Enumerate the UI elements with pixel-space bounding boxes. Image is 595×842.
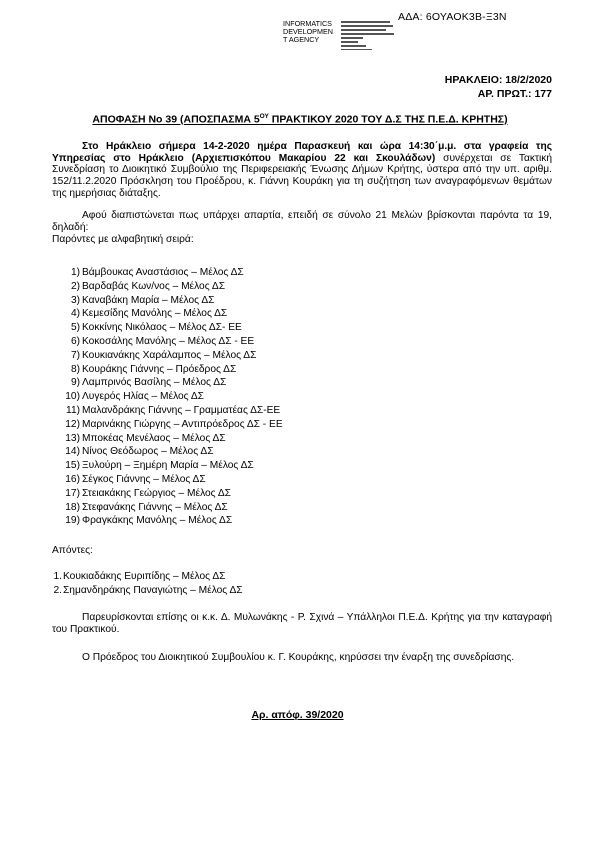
present-label: Παρόντες με αλφαβητική σειρά: — [52, 234, 194, 245]
item-number: 9) — [70, 377, 80, 389]
chair-paragraph: Ο Πρόεδρος του Διοικητικού Συμβουλίου κ. Γ. Κουράκης, κηρύσσει την έναρξη της συνεδρίασης. — [82, 652, 515, 663]
item-text: Λαμπρινός Βασίλης – Μέλος ΔΣ — [82, 377, 227, 389]
logo-line: T AGENCY — [283, 35, 320, 45]
list-item — [52, 459, 283, 473]
item-number: 1) — [70, 267, 80, 278]
item-text: Βαρδαβάς Κων/νος – Μέλος ΔΣ — [82, 280, 225, 292]
item-number: 10) — [65, 391, 80, 403]
item-text: Στεφανάκης Γιάννης – Μέλος ΔΣ — [82, 501, 228, 513]
item-text: Λυγερός Ηλίας – Μέλος ΔΣ — [82, 391, 204, 403]
list-item — [52, 294, 283, 308]
decision-title — [60, 113, 540, 126]
item-number: 1. — [53, 571, 62, 582]
item-text: Κουκιανάκης Χαράλαμπος – Μέλος ΔΣ — [82, 349, 257, 361]
list-item — [52, 487, 283, 501]
intro-normal: συνέρχεται σε Τακτική Συνεδρίαση το Διοικητικό Συμβούλιο της Περιφερειακής Ένωσης Δήμων Κρήτης, ύστερα από την υπ. αριθμ. 152/11.2.2020 Πρόσκληση του Προέδρου, κ. Γιάννη Κουράκη για τη συζήτηση των αναγραφόμενων θεμάτων της ημερήσιας διάταξης. — [52, 152, 553, 199]
item-number: 14) — [65, 446, 80, 458]
item-number: 7) — [70, 349, 80, 361]
item-text: Φραγκάκης Μανόλης – Μέλος ΔΣ — [82, 515, 233, 527]
item-number: 2) — [70, 280, 80, 292]
item-text: Κεμεσίδης Μανόλης – Μέλος ΔΣ — [82, 308, 228, 320]
item-text: Κουράκης Γιάννης – Πρόεδρος ΔΣ — [82, 363, 237, 375]
item-number: 17) — [65, 487, 80, 499]
list-item — [52, 570, 243, 584]
intro-paragraph — [52, 141, 552, 200]
item-text: Μαρινάκης Γιώργης – Αντιπρόεδρος ΔΣ - ΕΕ — [82, 418, 283, 430]
item-text: Μαλανδράκης Γιάννης – Γραμματέας ΔΣ-ΕΕ — [82, 404, 281, 416]
logo-line: DEVELOPMEN — [283, 27, 333, 37]
quorum-paragraph: Αφού διαπιστώνεται πως υπάρχει απαρτία, επειδή σε σύνολο 21 Μελών βρίσκονται παρόντα τα 19, δηλαδή: — [52, 210, 552, 233]
list-item — [52, 321, 283, 335]
agency-logo — [283, 20, 398, 52]
item-number: 5) — [70, 322, 80, 334]
list-item — [52, 390, 283, 404]
list-item — [52, 473, 283, 487]
ada-code: ΑΔΑ: 6ΟΥΑΟΚ3Β-Ξ3Ν — [398, 11, 507, 23]
protocol-number: ΑΡ. ΠΡΩΤ.: 177 — [477, 88, 552, 100]
item-text: Ξυλούρη – Ξημέρη Μαρία – Μέλος ΔΣ — [82, 460, 254, 472]
item-text: Νίνος Θεόδωρος – Μέλος ΔΣ — [82, 446, 214, 458]
item-number: 8) — [70, 363, 80, 375]
list-item — [52, 307, 283, 321]
logo-text — [283, 20, 333, 45]
list-item — [52, 584, 243, 598]
list-item — [52, 363, 283, 377]
intro-bold: Στο Ηράκλειο σήμερα 14-2-2020 ημέρα Παρασκευή και ώρα 14:30΄μ.μ. στα γραφεία της Υπηρεσίας στο Ηράκλειο (Αρχιεπισκόπου Μακαρίου 22 και Σκουλάδων) — [52, 141, 552, 164]
item-text: Βάμβουκας Αναστάσιος – Μέλος ΔΣ — [82, 267, 244, 278]
list-item — [52, 432, 283, 446]
item-number: 15) — [65, 460, 80, 472]
list-item — [52, 376, 283, 390]
item-number: 19) — [65, 515, 80, 527]
list-item — [52, 418, 283, 432]
item-number: 18) — [65, 501, 80, 513]
list-item — [52, 514, 283, 528]
list-item — [52, 404, 283, 418]
title-main: ΑΠΟΦΑΣΗ Νο 39 (ΑΠΟΣΠΑΣΜΑ 5 — [92, 113, 260, 126]
decision-number: Αρ. απόφ. 39/2020 — [251, 709, 344, 721]
logo-graphic — [341, 21, 397, 53]
logo-line: INFORMATICS — [283, 19, 332, 28]
attendance-paragraph: Παρευρίσκονται επίσης οι κ.κ. Δ. Μυλωνάκης - Ρ. Σχινά – Υπάλληλοι Π.Ε.Δ. Κρήτης για την καταγραφή του Πρακτικού. — [52, 612, 552, 635]
item-text: Σέγκος Γιάννης – Μέλος ΔΣ — [82, 473, 206, 485]
absent-list — [52, 570, 243, 598]
item-text: Κουκιαδάκης Ευριπίδης – Μέλος ΔΣ — [63, 571, 226, 582]
item-number: 16) — [65, 473, 80, 485]
item-text: Μποκέας Μενέλαος – Μέλος ΔΣ — [82, 432, 226, 444]
list-item — [52, 335, 283, 349]
absent-label: Απόντες: — [52, 545, 93, 556]
item-number: 13) — [65, 432, 80, 444]
item-number: 3) — [70, 294, 80, 306]
members-list — [52, 266, 283, 528]
list-item — [52, 280, 283, 294]
title-rest: ΠΡΑΚΤΙΚΟΥ 2020 ΤΟΥ Δ.Σ ΤΗΣ Π.Ε.Δ. ΚΡΗΤΗΣ) — [268, 113, 508, 126]
item-number: 6) — [70, 335, 80, 347]
title-superscript: ΟΥ — [259, 113, 269, 120]
item-number: 11) — [66, 404, 80, 416]
list-item — [52, 266, 283, 280]
item-number: 12) — [65, 418, 80, 430]
item-number: 4) — [70, 308, 80, 320]
item-text: Σημανδηράκης Παναγιώτης – Μέλος ΔΣ — [63, 585, 243, 596]
item-text: Κοκκίνης Νικόλαος – Μέλος ΔΣ- ΕΕ — [82, 322, 242, 334]
city-date: ΗΡΑΚΛΕΙΟ: 18/2/2020 — [444, 74, 552, 86]
list-item — [52, 445, 283, 459]
item-text: Κοκοσάλης Μανόλης – Μέλος ΔΣ - ΕΕ — [82, 335, 255, 347]
item-text: Καναβάκη Μαρία – Μέλος ΔΣ — [82, 294, 215, 306]
list-item — [52, 349, 283, 363]
item-text: Στειακάκης Γεώργιος – Μέλος ΔΣ — [82, 487, 231, 499]
item-number: 2. — [53, 585, 62, 596]
list-item — [52, 501, 283, 515]
